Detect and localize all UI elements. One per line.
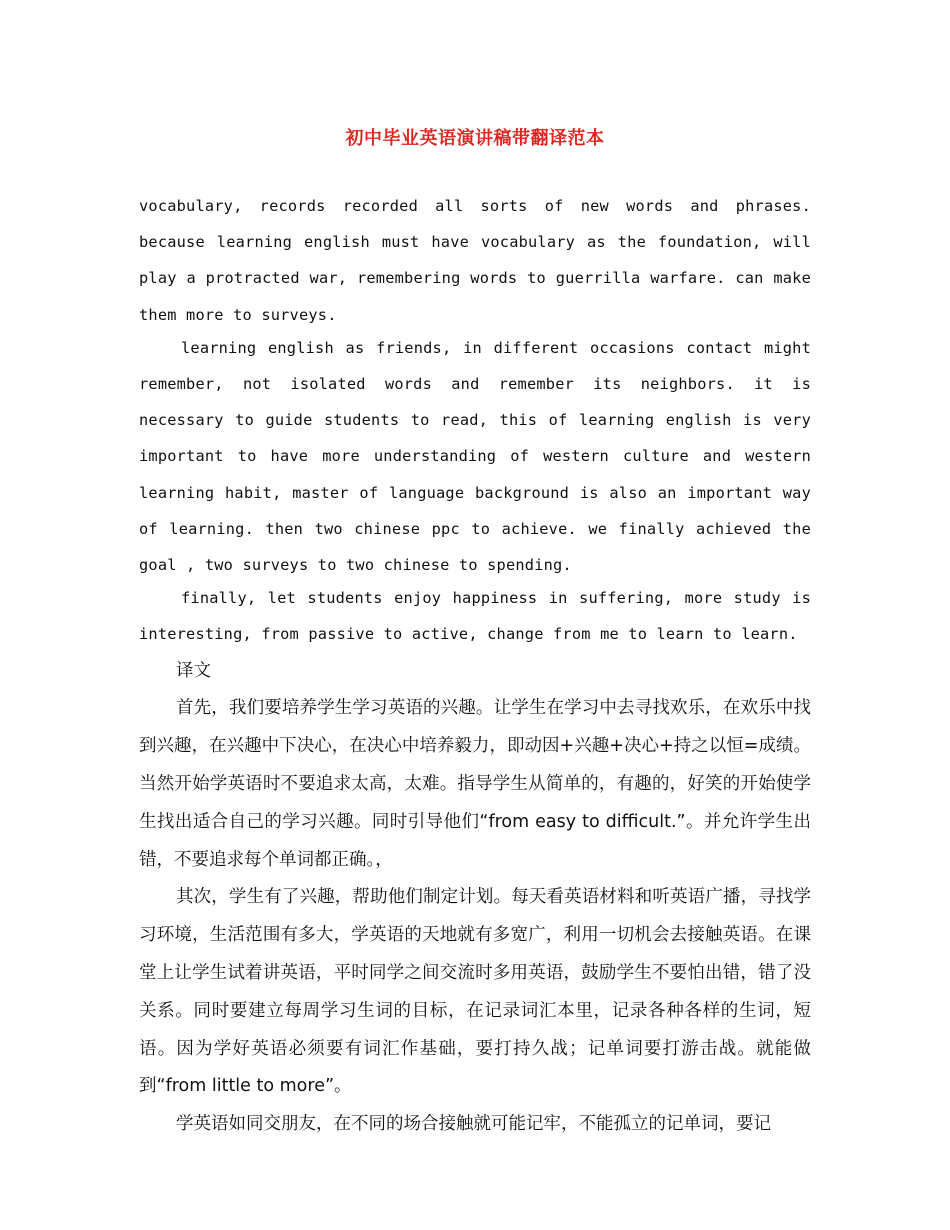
document-title: 初中毕业英语演讲稿带翻译范本: [345, 128, 605, 149]
translation-heading: 译文: [176, 660, 211, 681]
chinese-paragraph-2: 其次，学生有了兴趣，帮助他们制定计划。每天看英语材料和听英语广播，寻找学习环境，生活范围有多大，学英语的天地就有多宽广，利用一切机会去接触英语。在课堂上让学生试着讲英语，平时同学之间交流时多用英语，鼓励学生不要怕出错，错了没关系。同时要建立每周学习生词的目标，在记录词汇本里，记录各种各样的生词，短语。因为学好英语必须要有词汇作基础，要打持久战；记单词要打游击战。就能做到“from little to more”。: [139, 887, 811, 1097]
english-paragraph-1: vocabulary, records recorded all sorts of new words and phrases. because learning english must have vocabulary as the foundation, will play a protracted war, remembering words to guerrilla warfare. can make them more to surveys.: [139, 197, 811, 324]
document-body: [139, 188, 811, 1144]
english-paragraph-2: learning english as friends, in different occasions contact might remember, not isolated words and remember its neighbors. it is necessary to guide students to read, this of learning english is very important to have more understanding of western culture and western learning habit, master of language background is also an important way of learning. then two chinese ppc to achieve. we finally achieved the goal , two surveys to two chinese to spending.: [139, 338, 811, 575]
chinese-paragraph-3: 学英语如同交朋友，在不同的场合接触就可能记牢，不能孤立的记单词，要记: [176, 1114, 771, 1135]
english-paragraph-3: finally, let students enjoy happiness in suffering, more study is interesting, from passive to active, change from me to learn to learn.: [139, 589, 811, 644]
chinese-paragraph-1: 首先，我们要培养学生学习英语的兴趣。让学生在学习中去寻找欢乐，在欢乐中找到兴趣，在兴趣中下决心，在决心中培养毅力，即动因+兴趣+决心+持之以恒=成绩。当然开始学英语时不要追求太高，太难。指导学生从简单的，有趣的，好笑的开始使学生找出适合自己的学习兴趣。同时引导他们“from easy to difficult.”。并允许学生出错，不要追求每个单词都正确。，: [139, 698, 811, 870]
